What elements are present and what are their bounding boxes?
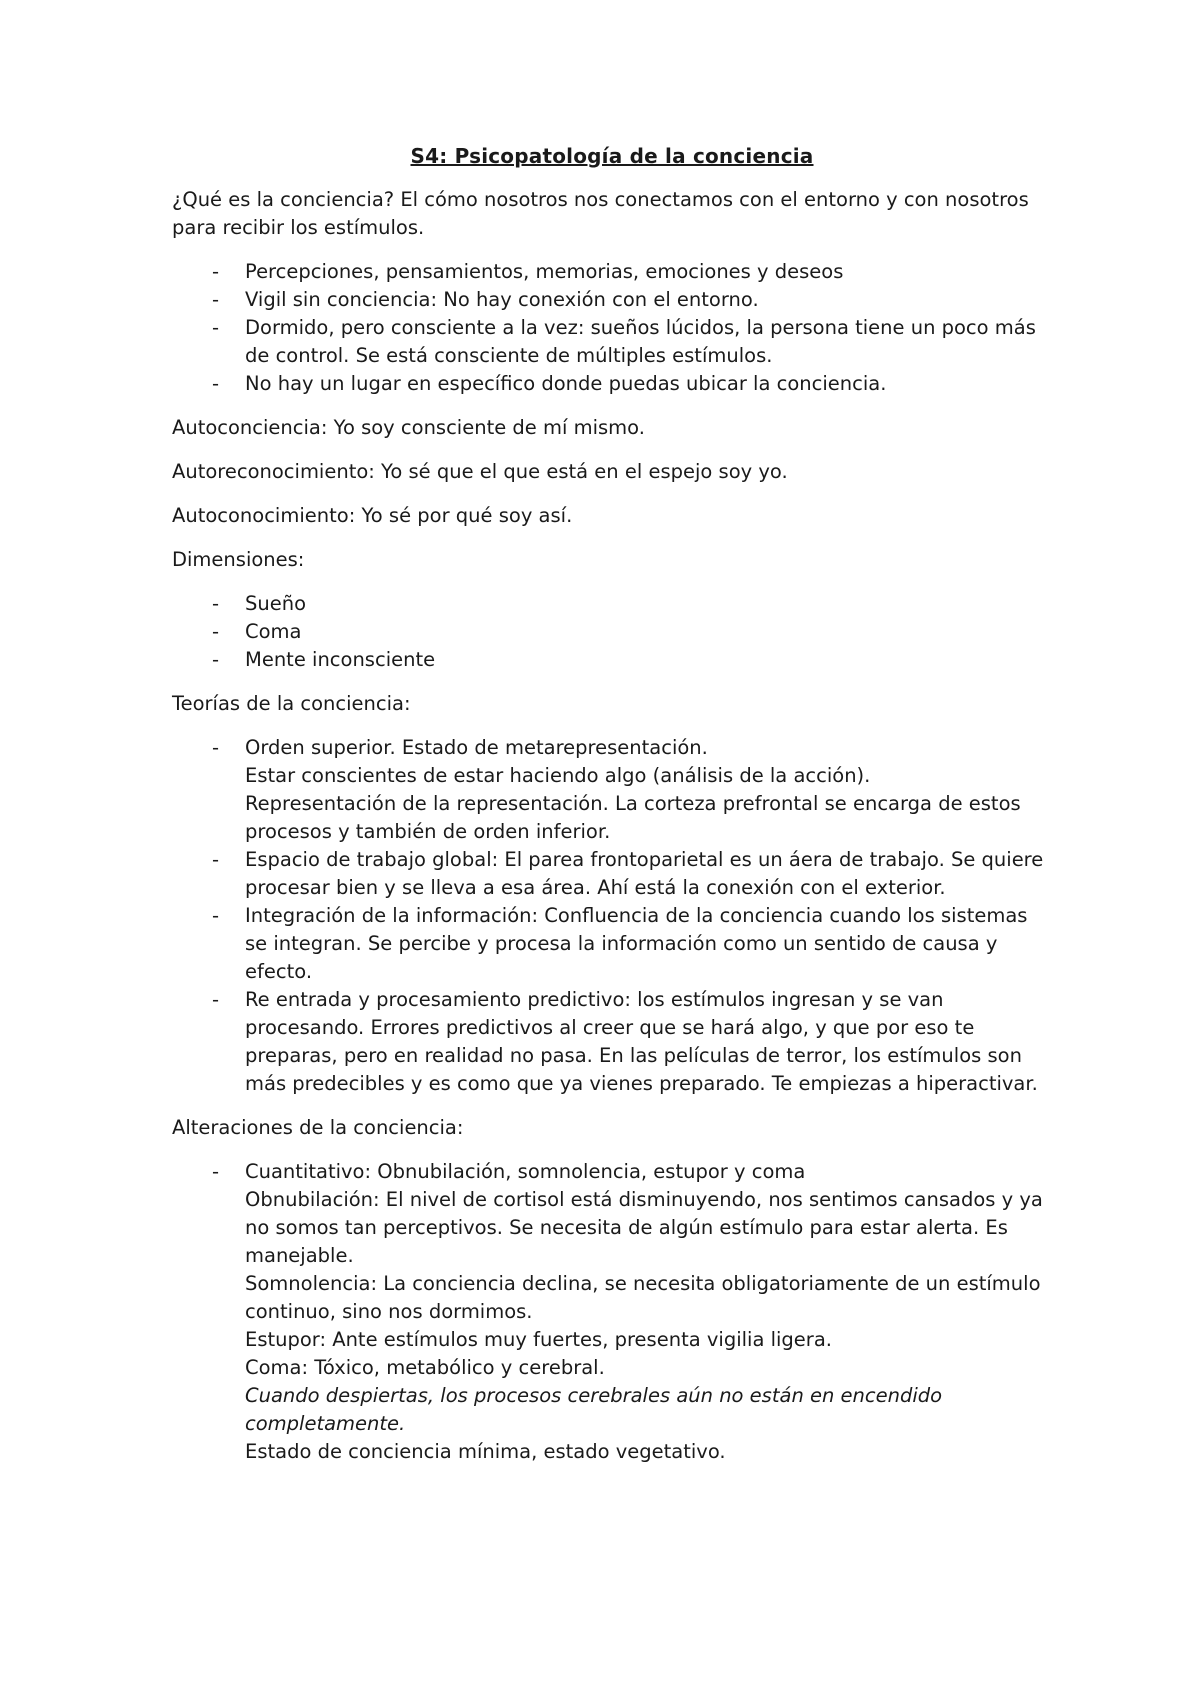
teorias-list: [172, 734, 1052, 1098]
list-item: - Re entrada y procesamiento predictivo: los estímulos ingresan y se van procesando. Errores predictivos al creer que se hará algo, y que por eso te preparas, pero en realidad no pasa. En las películas de terror, los estímulos son más predecibles y es como que ya vienes preparado. Te empiezas a hiperactivar.: [212, 988, 1038, 1095]
list-item: - Vigil sin conciencia: No hay conexión con el entorno.: [212, 288, 759, 311]
conciencia-list: [172, 258, 1052, 398]
list-item: - Espacio de trabajo global: El parea frontoparietal es un áera de trabajo. Se quiere procesar bien y se lleva a esa área. Ahí está la conexión con el exterior.: [212, 848, 1044, 899]
list-item: - Percepciones, pensamientos, memorias, emociones y deseos: [212, 260, 844, 283]
list-item: - No hay un lugar en específico donde puedas ubicar la conciencia.: [212, 372, 887, 395]
page-title: S4: Psicopatología de la conciencia: [410, 144, 814, 168]
intro-paragraph: ¿Qué es la conciencia? El cómo nosotros nos conectamos con el entorno y con nosotros para recibir los estímulos.: [172, 188, 1029, 239]
alteraciones-list: [172, 1158, 1052, 1466]
autoconocimiento-paragraph: Autoconocimiento: Yo sé por qué soy así.: [172, 504, 573, 527]
dimensiones-heading: Dimensiones:: [172, 548, 305, 571]
list-item: - Mente inconsciente: [212, 648, 436, 671]
list-item: - Cuantitativo: Obnubilación, somnolencia, estupor y coma Obnubilación: El nivel de cortisol está disminuyendo, nos sentimos cansados y ya no somos tan perceptivos. Se necesita de algún estímulo para estar alerta. Es manejable. Somnolencia: La conciencia declina, se necesita obligatoriamente de un estímulo continuo, sino nos dormimos. Estupor: Ante estímulos muy fuertes, presenta vigilia ligera. Coma: Tóxico, metabólico y cerebral. Cuando despiertas, los procesos cerebrales aún no están en encendido completamente. Estado de conciencia mínima, estado vegetativo.: [172, 1158, 1052, 1466]
list-item: - Coma: [212, 620, 302, 643]
teorias-heading: Teorías de la conciencia:: [172, 692, 411, 715]
document-body: [172, 142, 1052, 1482]
italic-note: Cuando despiertas, los procesos cerebrales aún no están en encendido completamente.: [245, 1384, 943, 1435]
autoreconocimiento-paragraph: Autoreconocimiento: Yo sé que el que está en el espejo soy yo.: [172, 460, 788, 483]
list-item: - Integración de la información: Confluencia de la conciencia cuando los sistemas se integran. Se percibe y procesa la información como un sentido de causa y efecto.: [212, 904, 1028, 983]
list-item: - Orden superior. Estado de metarepresentación. Estar conscientes de estar haciendo algo (análisis de la acción). Representación de la representación. La corteza prefrontal se encarga de estos procesos y también de orden inferior.: [212, 736, 1021, 843]
list-item: - Sueño: [212, 592, 307, 615]
list-item: - Dormido, pero consciente a la vez: sueños lúcidos, la persona tiene un poco más de control. Se está consciente de múltiples estímulos.: [212, 316, 1036, 367]
autoconciencia-paragraph: Autoconciencia: Yo soy consciente de mí mismo.: [172, 416, 645, 439]
alteraciones-heading: Alteraciones de la conciencia:: [172, 1116, 464, 1139]
dimensiones-list: [172, 590, 1052, 674]
